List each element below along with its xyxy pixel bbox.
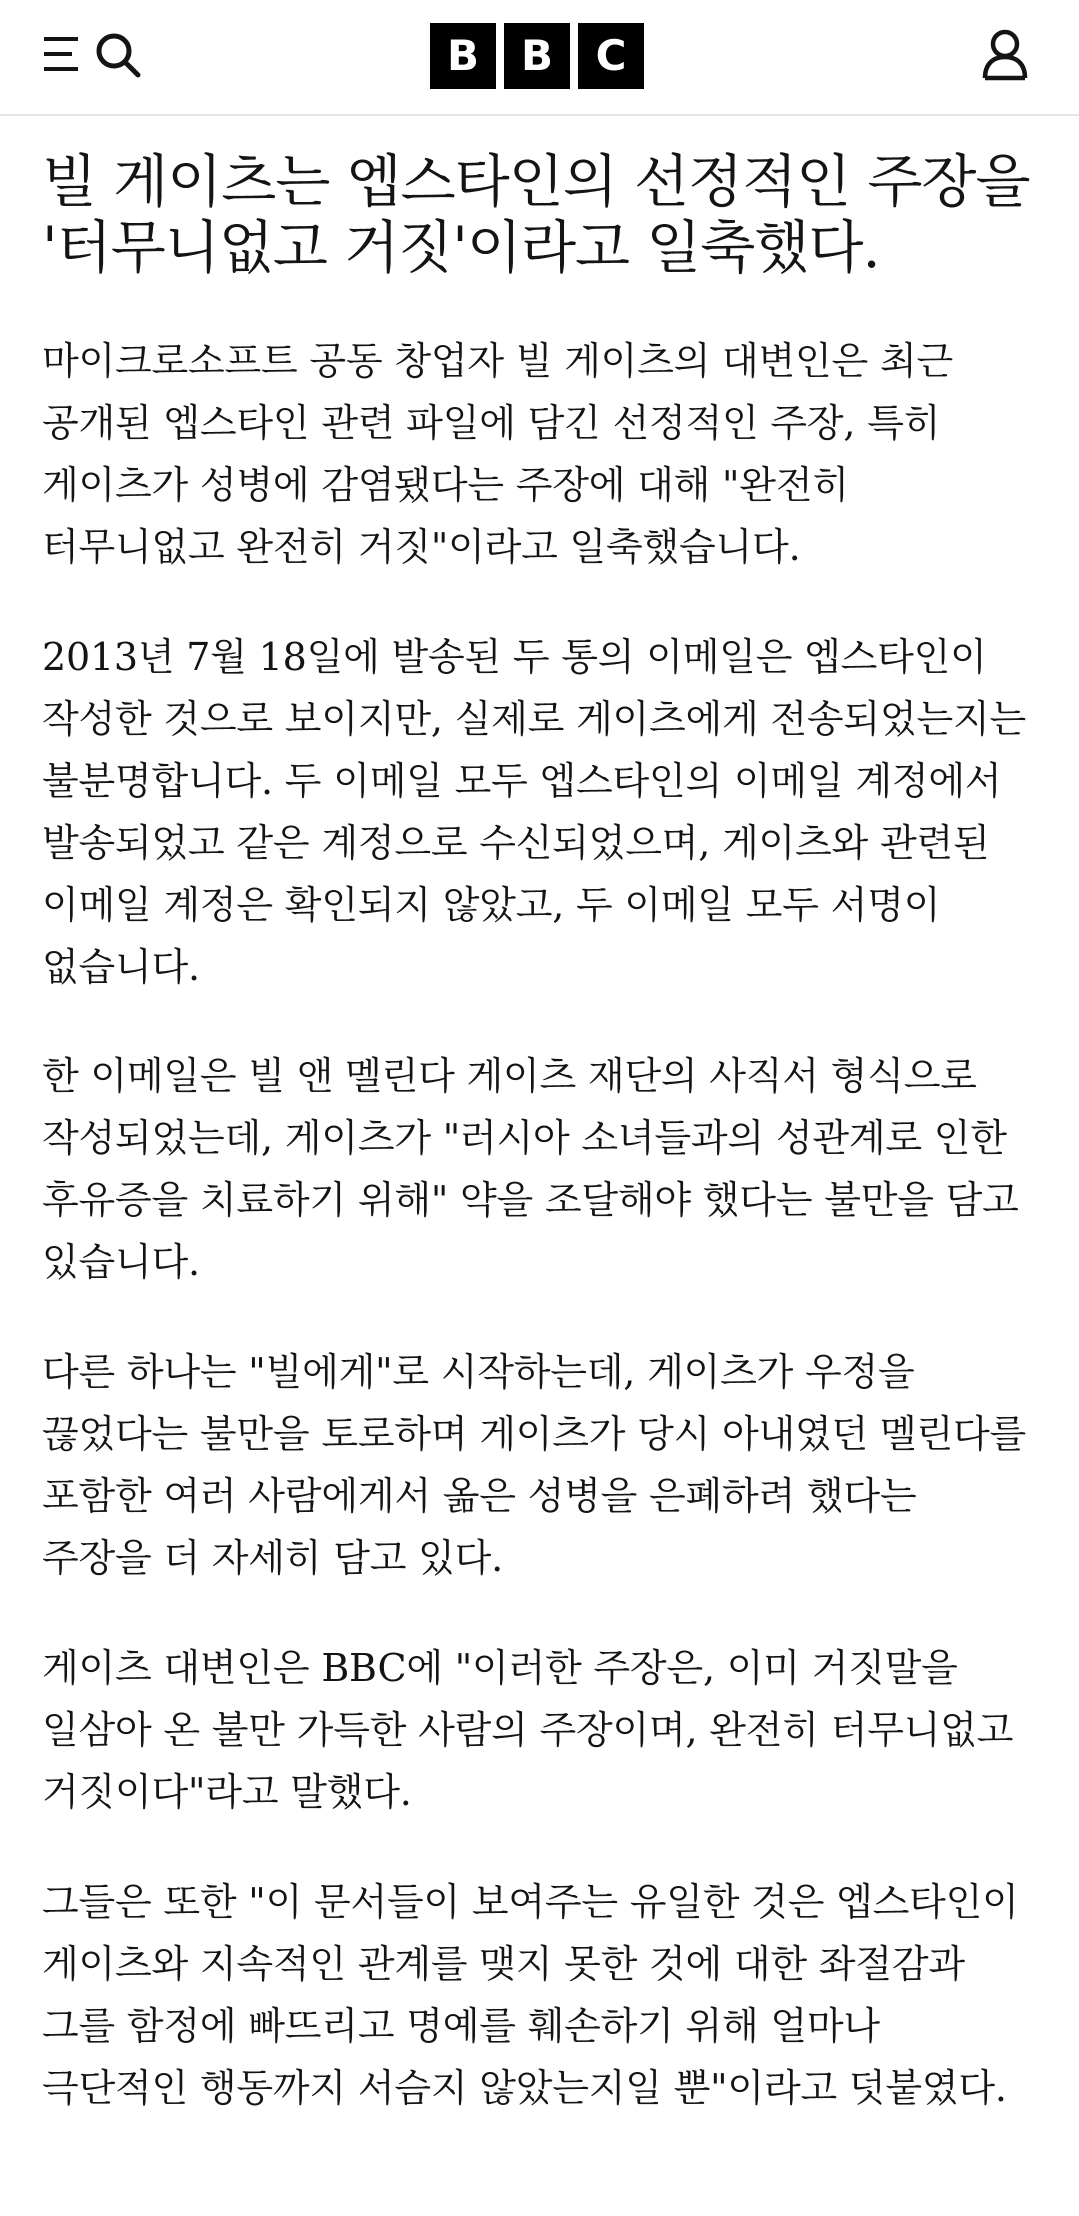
article-paragraph-4: 다른 하나는 "빌에게"로 시작하는데, 게이츠가 우정을 끊었다는 불만을 토로하며 게이츠가 당시 아내였던 멜린다를 포함한 여러 사람에게서 옮은 성병을 은폐하려 했다는 주장을 더 자세히 담고 있다. — [42, 1350, 1026, 1581]
menu-icon — [42, 28, 94, 80]
account-icon — [975, 24, 1035, 84]
logo-letter-c: C — [578, 23, 644, 89]
article-headline: 빌 게이츠는 엡스타인의 선정적인 주장을 '터무니없고 거짓'이라고 일축했다. — [42, 149, 1030, 281]
account-button[interactable] — [975, 24, 1035, 84]
logo-letter-b1: B — [430, 23, 496, 89]
article-paragraph-1: 마이크로소프트 공동 창업자 빌 게이츠의 대변인은 최근 공개된 엡스타인 관련 파일에 담긴 선정적인 주장, 특히 게이츠가 성병에 감염됐다는 주장에 대해 "완전히 터무니없고 완전히 거짓"이라고 일축했습니다. — [42, 339, 953, 569]
search-icon — [94, 28, 146, 80]
article-paragraph-2: 2013년 7월 18일에 발송된 두 통의 이메일은 엡스타인이 작성한 것으로 보이지만, 실제로 게이츠에게 전송되었는지는 불분명합니다. 두 이메일 모두 엡스타인의 이메일 계정에서 발송되었고 같은 계정으로 수신되었으며, 게이츠와 관련된 이메일 계정은 확인되지 않았고, 두 이메일 모두 서명이 없습니다. — [42, 634, 1026, 989]
article-paragraph-3: 한 이메일은 빌 앤 멜린다 게이츠 재단의 사직서 형식으로 작성되었는데, 게이츠가 "러시아 소녀들과의 성관계로 인한 후유증을 치료하기 위해" 약을 조달해야 했다는 불만을 담고 있습니다. — [42, 1054, 1019, 1285]
article-body — [0, 116, 1079, 2120]
article-paragraph-6: 그들은 또한 "이 문서들이 보여주는 유일한 것은 엡스타인이 게이츠와 지속적인 관계를 맺지 못한 것에 대한 좌절감과 그를 함정에 빠뜨리고 명예를 훼손하기 위해 얼마나 극단적인 행동까지 서슴지 않았는지일 뿐"이라고 덧붙였다. — [42, 1879, 1019, 2110]
article-paragraph-5: 게이츠 대변인은 BBC에 "이러한 주장은, 이미 거짓말을 일삼아 온 불만 가득한 사람의 주장이며, 완전히 터무니없고 거짓이다"라고 말했다. — [42, 1645, 1014, 1814]
logo-letter-b2: B — [504, 23, 570, 89]
menu-search-button[interactable] — [42, 28, 152, 80]
bbc-logo[interactable] — [430, 23, 644, 89]
site-header — [0, 0, 1079, 116]
